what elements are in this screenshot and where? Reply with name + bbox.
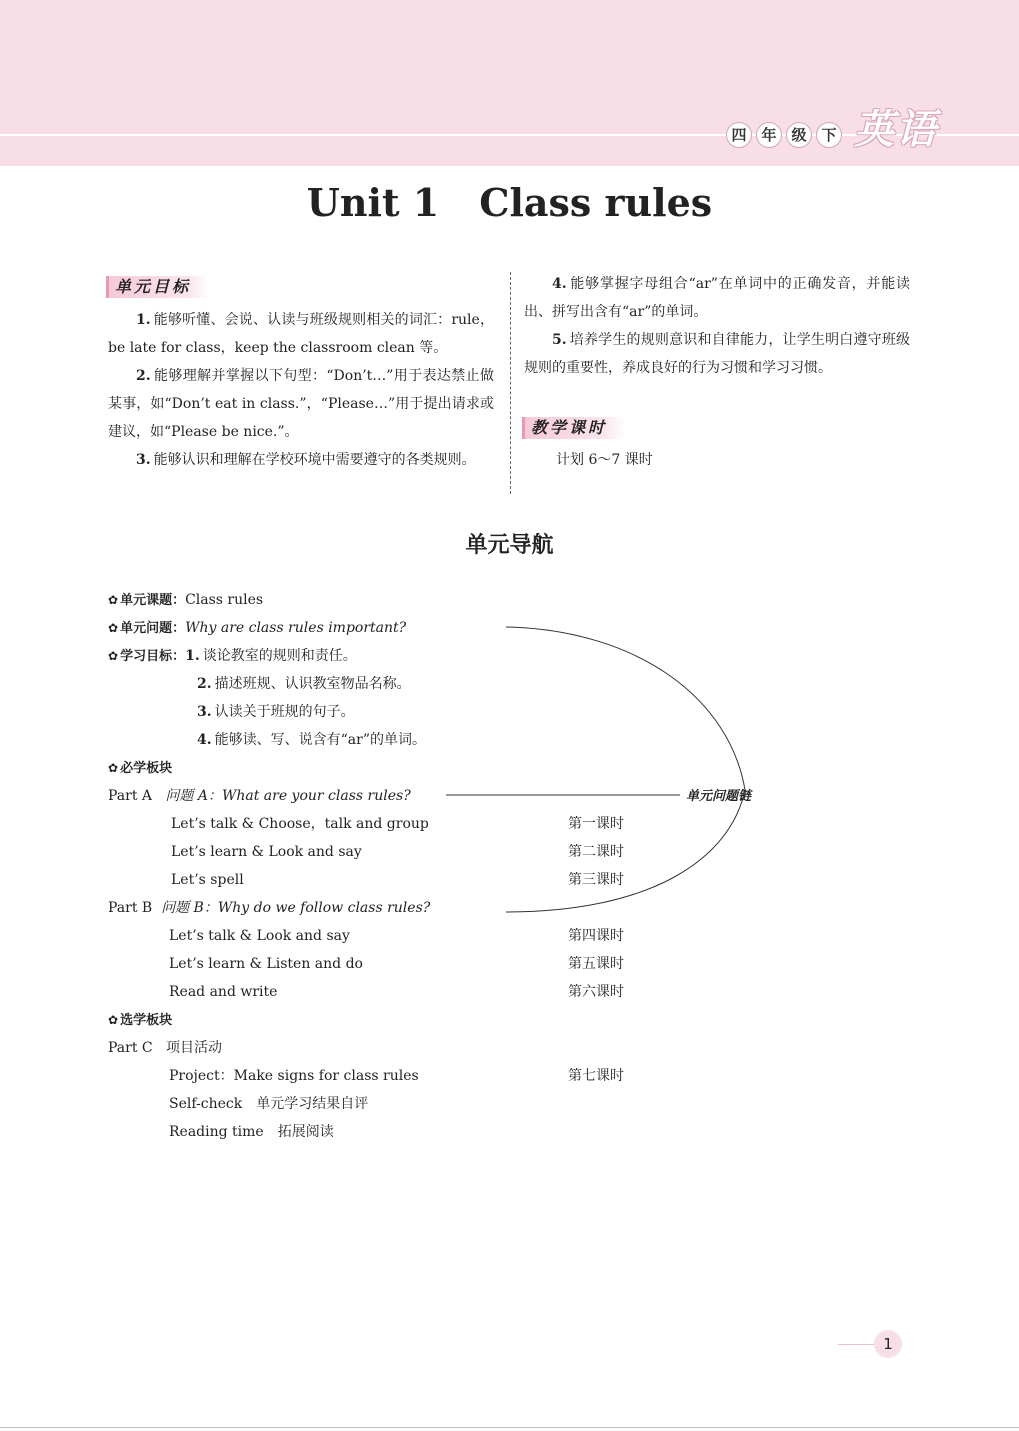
hours-tag: 教学课时 bbox=[522, 417, 625, 439]
objective-item: 4. 能够读、写、说含有“ar”的单词。 bbox=[197, 732, 426, 748]
unit-topic: ✿ 单元课题：Class rules bbox=[108, 592, 264, 608]
unit-number: Unit 1 bbox=[306, 180, 440, 225]
section-title: 单元导航 bbox=[465, 533, 554, 558]
hours-text: 计划 6～7 课时 bbox=[556, 452, 653, 468]
elective-heading: ✿ 选学板块 bbox=[108, 1013, 173, 1028]
goal-item: 5. 培养学生的规则意识和自律能力，让学生明白遵守班级规则的重要性，养成良好的行为习惯和学习习惯。 bbox=[524, 332, 910, 376]
question-chain-label: 单元问题链 bbox=[686, 789, 752, 804]
bottom-rule bbox=[0, 1427, 1019, 1428]
part-b-question: Part B 问题 B：Why do we follow class rules? bbox=[108, 900, 431, 916]
lesson-name: Let’s learn & Listen and do bbox=[169, 956, 363, 972]
grade-char: 级 bbox=[786, 122, 812, 148]
lesson-name: Reading time 拓展阅读 bbox=[169, 1124, 334, 1140]
lesson-name: Let’s spell bbox=[171, 872, 244, 888]
lesson-period: 第七课时 bbox=[568, 1068, 624, 1084]
bullet-icon: ✿ bbox=[108, 649, 119, 663]
lesson-period: 第四课时 bbox=[568, 928, 624, 944]
bullet-icon: ✿ bbox=[108, 621, 119, 635]
lesson-period: 第六课时 bbox=[568, 984, 624, 1000]
lesson-name: Self-check 单元学习结果自评 bbox=[169, 1096, 369, 1112]
lesson-name: Let’s learn & Look and say bbox=[171, 844, 362, 860]
grade-char: 四 bbox=[726, 122, 752, 148]
lesson-period: 第一课时 bbox=[568, 816, 624, 832]
objective-item: 3. 认读关于班规的句子。 bbox=[197, 704, 355, 720]
required-heading: ✿ 必学板块 bbox=[108, 761, 173, 776]
grade-char: 下 bbox=[816, 122, 842, 148]
part-a-question: Part A 问题 A：What are your class rules? bbox=[108, 788, 411, 804]
lesson-name: Let’s talk & Look and say bbox=[169, 928, 350, 944]
goal-item: 3. 能够认识和理解在学校环境中需要遵守的各类规则。 bbox=[136, 452, 476, 468]
lesson-period: 第二课时 bbox=[568, 844, 624, 860]
bullet-icon: ✿ bbox=[108, 1013, 119, 1027]
goal-item: 4. 能够掌握字母组合“ar”在单词中的正确发音，并能读出、拼写出含有“ar”的单词。 bbox=[524, 276, 910, 320]
objectives-heading: ✿ 学习目标：1. 谈论教室的规则和责任。 bbox=[108, 648, 357, 664]
lesson-name: Let’s talk & Choose，talk and group bbox=[171, 816, 429, 832]
unit-question: ✿ 单元问题：Why are class rules important? bbox=[108, 620, 407, 636]
lesson-name: Project：Make signs for class rules bbox=[169, 1068, 419, 1084]
grade-char: 年 bbox=[756, 122, 782, 148]
page-number-line bbox=[838, 1344, 874, 1345]
bullet-icon: ✿ bbox=[108, 761, 119, 775]
lesson-period: 第五课时 bbox=[568, 956, 624, 972]
bullet-icon: ✿ bbox=[108, 593, 119, 607]
lesson-period: 第三课时 bbox=[568, 872, 624, 888]
unit-name: Class rules bbox=[479, 180, 713, 225]
part-c-heading: Part C 项目活动 bbox=[108, 1040, 222, 1056]
subject-logo: 英语 bbox=[854, 106, 938, 153]
page-number: 1 bbox=[874, 1330, 902, 1358]
objective-item: 2. 描述班规、认识教室物品名称。 bbox=[197, 676, 411, 692]
goal-item: 2. 能够理解并掌握以下句型：“Don’t…”用于表达禁止做某事，如“Don’t eat in class.”，“Please…”用于提出请求或建议，如“Please be nice.”。 bbox=[108, 368, 494, 440]
lesson-name: Read and write bbox=[169, 984, 278, 1000]
goals-tag: 单元目标 bbox=[106, 276, 209, 298]
goal-item: 1. 能够听懂、会说、认读与班级规则相关的词汇：rule，be late for class，keep the classroom clean 等。 bbox=[108, 312, 494, 356]
